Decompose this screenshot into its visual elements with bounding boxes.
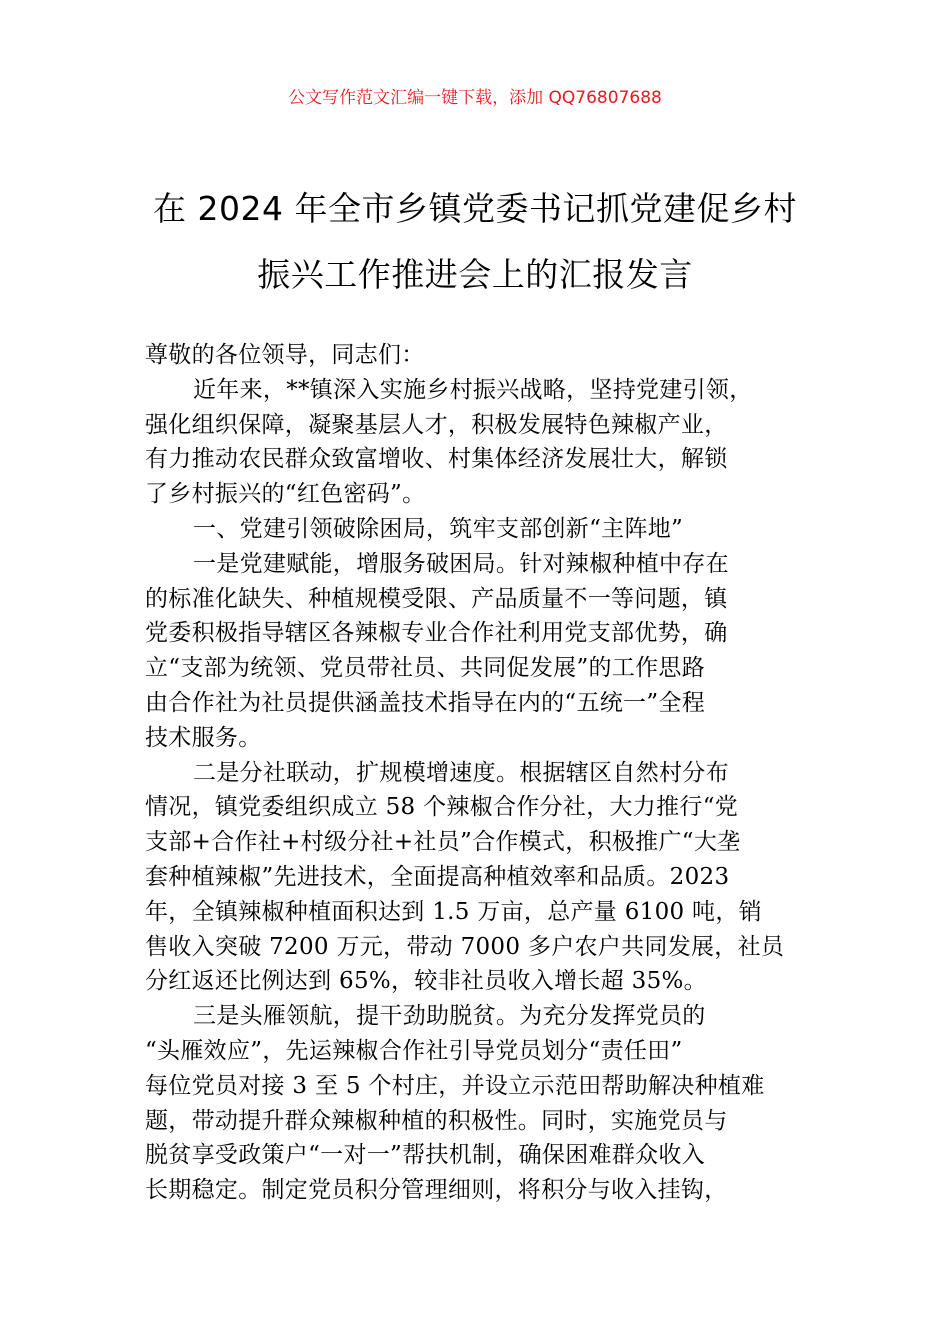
title-line-2: 振兴工作推进会上的汇报发言	[257, 255, 693, 294]
body-line: 支部+合作社+村级分社+社员”合作模式，积极推广“大垄	[145, 829, 741, 856]
body-line: 尊敬的各位领导，同志们：	[145, 342, 425, 368]
body-line: 有力推动农民群众致富增收、村集体经济发展壮大，解锁	[145, 446, 728, 473]
body-line: 每位党员对接 3 至 5 个村庄，并设立示范田帮助解决种植难	[145, 1072, 765, 1099]
body-line: 分红返还比例达到 65%，较非社员收入增长超 35%。	[145, 968, 707, 995]
body-line: 售收入突破 7200 万元，带动 7000 多户农户共同发展，社员	[145, 933, 785, 960]
body-line: 年，全镇辣椒种植面积达到 1.5 万亩，总产量 6100 吨，销	[145, 898, 762, 925]
body-line: 立“支部为统领、党员带社员、共同促发展”的工作思路	[145, 655, 706, 682]
document-title	[60, 176, 890, 308]
body-line: 由合作社为社员提供涵盖技术指导在内的“五统一”全程	[145, 689, 706, 716]
body-line: 了乡村振兴的“红色密码”。	[145, 481, 426, 508]
document-body	[145, 338, 810, 1208]
body-line: 党委积极指导辖区各辣椒专业合作社利用党支部优势，确	[145, 620, 728, 647]
title-line-1: 在 2024 年全市乡镇党委书记抓党建促乡村	[153, 189, 797, 228]
body-line: 脱贫享受政策户“一对一”帮扶机制，确保困难群众收入	[145, 1142, 706, 1169]
body-line: 技术服务。	[145, 724, 262, 751]
body-line: 长期稳定。制定党员积分管理细则，将积分与收入挂钩，	[145, 1177, 728, 1204]
body-line: 题，带动提升群众辣椒种植的积极性。同时，实施党员与	[145, 1107, 728, 1134]
body-line: 情况，镇党委组织成立 58 个辣椒合作分社，大力推行“党	[145, 794, 739, 821]
body-line: 强化组织保障，凝聚基层人才，积极发展特色辣椒产业，	[145, 411, 728, 438]
body-line: 二是分社联动，扩规模增速度。根据辖区自然村分布	[193, 759, 729, 786]
header-ad-link[interactable]: 公文写作范文汇编一键下载，添加 QQ76807688	[288, 88, 662, 108]
body-line: 的标准化缺失、种植规模受限、产品质量不一等问题，镇	[145, 585, 728, 612]
body-line: “头雁效应”，先运辣椒合作社引导党员划分“责任田”	[145, 1037, 683, 1064]
body-line: 套种植辣椒”先进技术，全面提高种植效率和品质。2023	[145, 863, 730, 890]
body-line: 近年来，**镇深入实施乡村振兴战略，坚持党建引领，	[193, 376, 753, 403]
body-line: 一是党建赋能，增服务破困局。针对辣椒种植中存在	[193, 550, 729, 577]
body-line: 一、党建引领破除困局，筑牢支部创新“主阵地”	[193, 515, 684, 542]
body-line: 三是头雁领航，提干劲助脱贫。为充分发挥党员的	[193, 1003, 706, 1030]
